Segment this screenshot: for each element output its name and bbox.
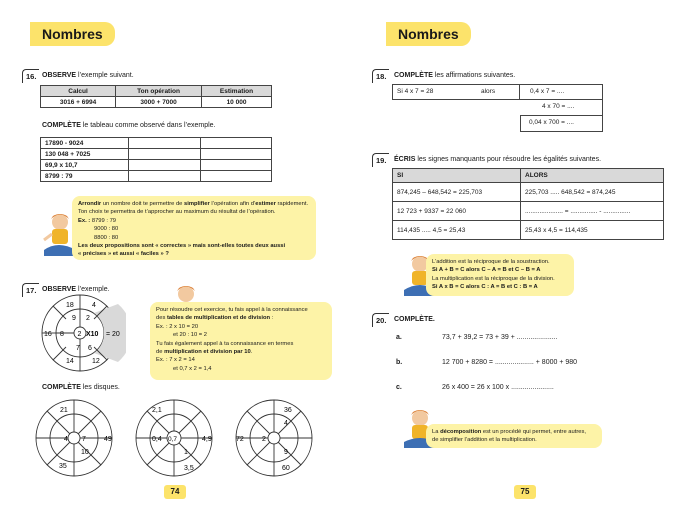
table-cell: 10 000 [202, 97, 272, 108]
page-number: 75 [514, 485, 536, 499]
table-cell: 12 723 + 9337 = 22 060 [393, 202, 521, 221]
disc-center: 0,7 [168, 436, 178, 443]
answer-cell[interactable] [200, 160, 272, 171]
equalities-table [392, 168, 664, 240]
answer-cell[interactable] [129, 149, 201, 160]
disc-value: 12 [92, 358, 100, 365]
answer-cell[interactable] [129, 160, 201, 171]
disc-value: 4,9 [202, 436, 212, 443]
disc-value: 21 [60, 407, 68, 414]
disc-value: 6 [88, 345, 92, 352]
exercise-instruction: OBSERVE l’exemple. [42, 286, 110, 293]
answer-cell[interactable] [129, 138, 201, 149]
answer-box[interactable]: 0,4 x 7 = .... [520, 84, 603, 100]
table-header: Ton opération [116, 86, 202, 97]
table-cell: 3016 + 6994 [41, 97, 116, 108]
exercise-number: 16. [22, 69, 39, 83]
disc-value: 16 [44, 331, 52, 338]
answer-cell[interactable] [200, 149, 272, 160]
disc-value: 2,1 [152, 407, 162, 414]
tip-bubble: La décomposition est un procédé qui permet, entre autres, de simplifier l’addition et la multiplication. [426, 424, 602, 448]
table-header: Estimation [202, 86, 272, 97]
table-cell: 130 048 + 7025 [41, 149, 129, 160]
exercise-instruction: OBSERVE l’exemple suivant. [42, 72, 134, 79]
exercise-number: 19. [372, 153, 389, 167]
answer-cell[interactable] [129, 171, 201, 182]
disc-value: 0,4 [152, 436, 162, 443]
disc-result: = 20 [106, 331, 120, 338]
disc-value: 4 [92, 302, 96, 309]
disc-value: 9 [284, 449, 288, 456]
answer-box[interactable]: 4 x 70 = .... [520, 100, 603, 116]
answer-table [40, 137, 272, 182]
exercise-number: 18. [372, 69, 389, 83]
item-label: a. [396, 334, 402, 341]
disc-value: 36 [284, 407, 292, 414]
disc-value: 1 [184, 449, 188, 456]
disc-value: 18 [66, 302, 74, 309]
disc-value: 4 [64, 436, 68, 443]
disc-value: 49 [104, 436, 112, 443]
table-cell: 8799 : 79 [41, 171, 129, 182]
item-equation[interactable]: 12 700 + 8280 = .................... + 8000 + 980 [442, 359, 578, 366]
tip-bubble: L’addition est la réciproque de la soustraction. Si A + B = C alors C – A = B et C – B = A La multiplication est la réciproque de la division. Si A x B = C alors C : A = B et C : B = A [426, 254, 574, 296]
disc-operator: X10 [86, 331, 99, 338]
disc-value: 7 [76, 345, 80, 352]
table-cell[interactable]: 114,435 ..... 4,5 = 25,43 [393, 221, 521, 240]
exercise-disc-1[interactable] [26, 398, 122, 478]
table-header: Calcul [41, 86, 116, 97]
disc-value: 2 [86, 315, 90, 322]
table-cell[interactable]: 225,703 ..... 648,542 = 874,245 [521, 183, 664, 202]
disc-value: 72 [236, 436, 244, 443]
exercise-number: 20. [372, 313, 389, 327]
item-label: b. [396, 359, 403, 366]
page-title: Nombres [30, 22, 115, 46]
disc-value: 3,5 [184, 465, 194, 472]
disc-value: 10 [81, 449, 89, 456]
disc-value: 7 [82, 436, 86, 443]
table-cell: 25,43 x 4,5 = 114,435 [521, 221, 664, 240]
item-equation[interactable]: 26 x 400 = 26 x 100 x ...................... [442, 384, 554, 391]
statement-box [392, 84, 520, 100]
exercise-instruction: COMPLÈTE les affirmations suivantes. [394, 72, 516, 79]
table-cell: 874,245 – 648,542 = 225,703 [393, 183, 521, 202]
disc-value: 2 [262, 436, 266, 443]
tip-bubble: Arrondir un nombre doit te permettre de simplifier l’opération afin d’estimer rapidement. Ton choix te permettra de t’approcher au maximum du résultat de l’opération. Ex. : 8799 : 79 9000 : 80 8800 : 80 Les deux propositions sont « correctes » mais sont-elles toutes deux aussi « précises » et aussi « faciles » ? [72, 196, 316, 260]
item-equation[interactable]: 73,7 + 39,2 = 73 + 39 + ..................... [442, 334, 558, 341]
exercise-instruction: ÉCRIS les signes manquants pour résoudre les égalités suivantes. [394, 156, 602, 163]
exercise-instruction: COMPLÈTE le tableau comme observé dans l’exemple. [42, 122, 216, 129]
table-header: ALORS [521, 169, 664, 183]
disc-value: 35 [59, 463, 67, 470]
answer-cell[interactable] [200, 171, 272, 182]
exercise-disc-3[interactable] [226, 398, 322, 478]
item-label: c. [396, 384, 402, 391]
exercise-instruction: COMPLÈTE. [394, 316, 435, 323]
disc-value: 8 [60, 331, 64, 338]
disc-value: 60 [282, 465, 290, 472]
statement-alors: alors [481, 88, 496, 95]
exercise-disc-2[interactable] [126, 398, 222, 478]
table-cell: 17890 - 9024 [41, 138, 129, 149]
table-header: SI [393, 169, 521, 183]
example-table [40, 85, 272, 108]
page-title: Nombres [386, 22, 471, 46]
disc-value: 4 [284, 420, 288, 427]
exercise-instruction: COMPLÈTE les disques. [42, 384, 120, 391]
answer-cell[interactable] [200, 138, 272, 149]
disc-value: 14 [66, 358, 74, 365]
table-cell: 69,9 x 10,7 [41, 160, 129, 171]
right-page [350, 0, 700, 507]
page-number: 74 [164, 485, 186, 499]
disc-center: 2 [77, 331, 82, 338]
table-cell[interactable]: ..................... = ............... - ............... [521, 202, 664, 221]
tip-bubble: Pour résoudre cet exercice, tu fais appel à la connaissance des tables de multiplication et de division : Ex. : 2 x 10 = 20 et 20 : 10 = 2 Tu fais également appel à ta connaissance en termes de multiplication et division par 10. Ex. : 7 x 2 = 14 et 0,7 x 2 = 1,4 [150, 302, 332, 380]
exercise-number: 17. [22, 283, 39, 297]
statement-si: Si 4 x 7 = 28 [397, 88, 434, 95]
example-disc [36, 294, 126, 372]
disc-value: 9 [72, 315, 76, 322]
table-cell: 3000 + 7000 [116, 97, 202, 108]
answer-box[interactable]: 0,04 x 700 = .... [520, 116, 603, 132]
